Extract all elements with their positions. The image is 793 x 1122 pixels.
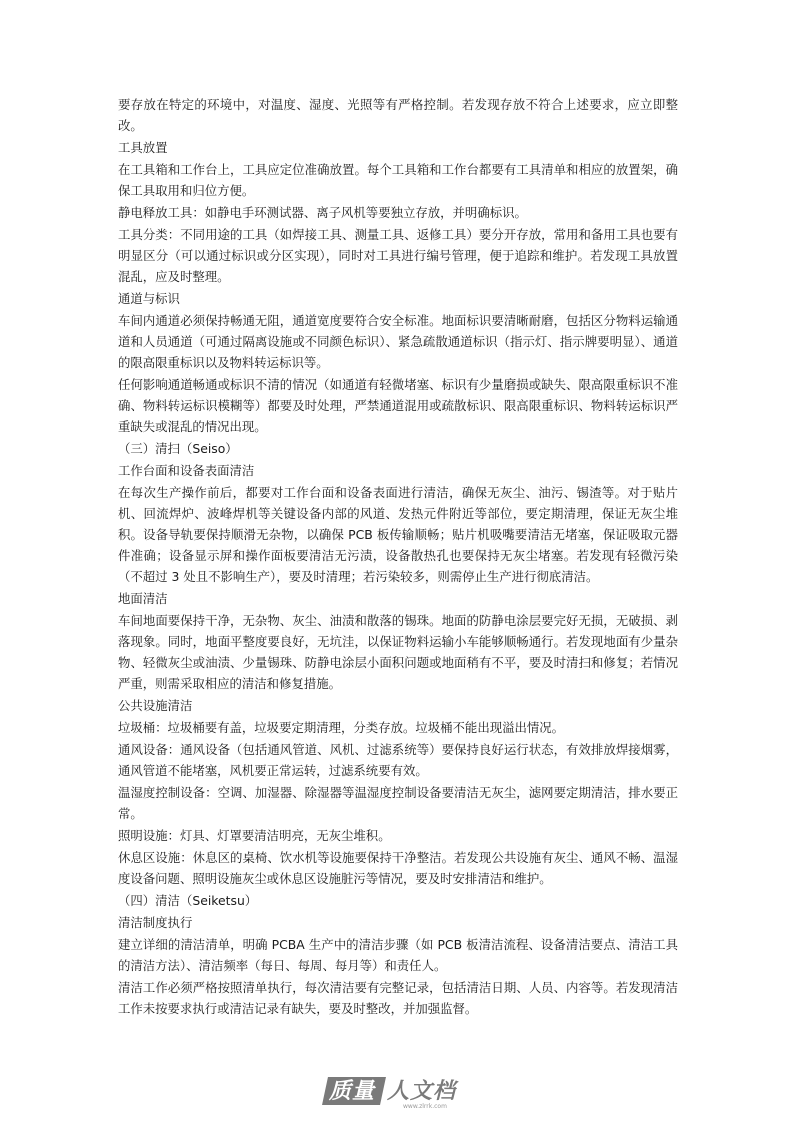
paragraph: 车间内通道必须保持畅通无阻，通道宽度要符合安全标准。地面标识要清晰耐磨，包括区分物料运输通道和人员通道（可通过隔离设施或不同颜色标识）、紧急疏散通道标识（指示灯、指示牌要明显）、通道的限高限重标识以及物料转运标识等。 xyxy=(118,313,678,370)
paragraph: 在工具箱和工作台上，工具应定位准确放置。每个工具箱和工作台都要有工具清单和相应的放置架，确保工具取用和归位方便。 xyxy=(118,162,678,198)
paragraph: 清洁工作必须严格按照清单执行，每次清洁要有完整记录，包括清洁日期、人员、内容等。若发现清洁工作未按要求执行或清洁记录有缺失，要及时整改，并加强监督。 xyxy=(118,980,678,1016)
paragraph: 垃圾桶：垃圾桶要有盖，垃圾要定期清理，分类存放。垃圾桶不能出现溢出情况。 xyxy=(118,720,565,735)
section-heading: 工具放置 xyxy=(118,140,168,155)
paragraph: 照明设施：灯具、灯罩要清洁明亮，无灰尘堆积。 xyxy=(118,828,391,843)
watermark-text-secondary: 人文档 xyxy=(387,1079,457,1104)
section-heading: 地面清洁 xyxy=(118,591,168,606)
section-heading: 清洁制度执行 xyxy=(118,915,193,930)
paragraph: 要存放在特定的环境中，对温度、湿度、光照等有严格控制。若发现存放不符合上述要求，应立即整改。 xyxy=(118,97,678,133)
paragraph: 休息区设施：休息区的桌椅、饮水机等设施要保持干净整洁。若发现公共设施有灰尘、通风不畅、温湿度设备问题、照明设施灰尘或休息区设施脏污等情况，要及时安排清洁和维护。 xyxy=(118,850,678,886)
paragraph: 工具分类：不同用途的工具（如焊接工具、测量工具、返修工具）要分开存放，常用和备用工具也要有明显区分（可以通过标识或分区实现），同时对工具进行编号管理，便于追踪和维护。若发现工具放置混乱，应及时整理。 xyxy=(118,227,678,284)
paragraph: 建立详细的清洁清单，明确 PCBA 生产中的清洁步骤（如 PCB 板清洁流程、设备清洁要点、清洁工具的清洁方法）、清洁频率（每日、每周、每月等）和责任人。 xyxy=(118,937,678,973)
document-body xyxy=(118,94,678,1020)
watermark-url: www.zlrrk.com xyxy=(403,1103,447,1110)
section-heading: 通道与标识 xyxy=(118,291,180,306)
section-heading: 公共设施清洁 xyxy=(118,698,193,713)
paragraph: 温湿度控制设备：空调、加湿器、除湿器等温湿度控制设备要清洁无灰尘，滤网要定期清洁，排水要正常。 xyxy=(118,785,678,821)
paragraph: 静电释放工具：如静电手环测试器、离子风机等要独立存放，并明确标识。 xyxy=(118,205,527,220)
watermark-text-primary: 质量 xyxy=(329,1079,376,1104)
paragraph: 任何影响通道畅通或标识不清的情况（如通道有轻微堵塞、标识有少量磨损或缺失、限高限重标识不准确、物料转运标识模糊等）都要及时处理，严禁通道混用或疏散标识、限高限重标识、物料转运标识严重缺失或混乱的情况出现。 xyxy=(118,377,678,434)
chapter-heading: （三）清扫（Seiso） xyxy=(118,441,238,456)
chapter-heading: （四）清洁（Seiketsu） xyxy=(118,893,258,908)
paragraph: 通风设备：通风设备（包括通风管道、风机、过滤系统等）要保持良好运行状态，有效排放焊接烟雾，通风管道不能堵塞，风机要正常运转，过滤系统要有效。 xyxy=(118,742,678,778)
watermark-logo xyxy=(325,1075,475,1111)
paragraph: 在每次生产操作前后，都要对工作台面和设备表面进行清洁，确保无灰尘、油污、锡渣等。对于贴片机、回流焊炉、波峰焊机等关键设备内部的风道、发热元件附近等部位，要定期清理，保证无灰尘堆积。设备导轨要保持顺滑无杂物，以确保 PCB 板传输顺畅；贴片机吸嘴要清洁无堵塞，保证吸取元器件准确；设备显示屏和操作面板要清洁无污渍，设备散热孔也要保持无灰尘堵塞。若发现有轻微污染（不超过 3 处且不影响生产），要及时清理；若污染较多，则需停止生产进行彻底清洁。 xyxy=(118,485,678,584)
section-heading: 工作台面和设备表面清洁 xyxy=(118,463,255,478)
paragraph: 车间地面要保持干净，无杂物、灰尘、油渍和散落的锡珠。地面的防静电涂层要完好无损，无破损、剥落现象。同时，地面平整度要良好，无坑洼，以保证物料运输小车能够顺畅通行。若发现地面有少量杂物、轻微灰尘或油渍、少量锡珠、防静电涂层小面积问题或地面稍有不平，要及时清扫和修复；若情况严重，则需采取相应的清洁和修复措施。 xyxy=(118,613,678,691)
